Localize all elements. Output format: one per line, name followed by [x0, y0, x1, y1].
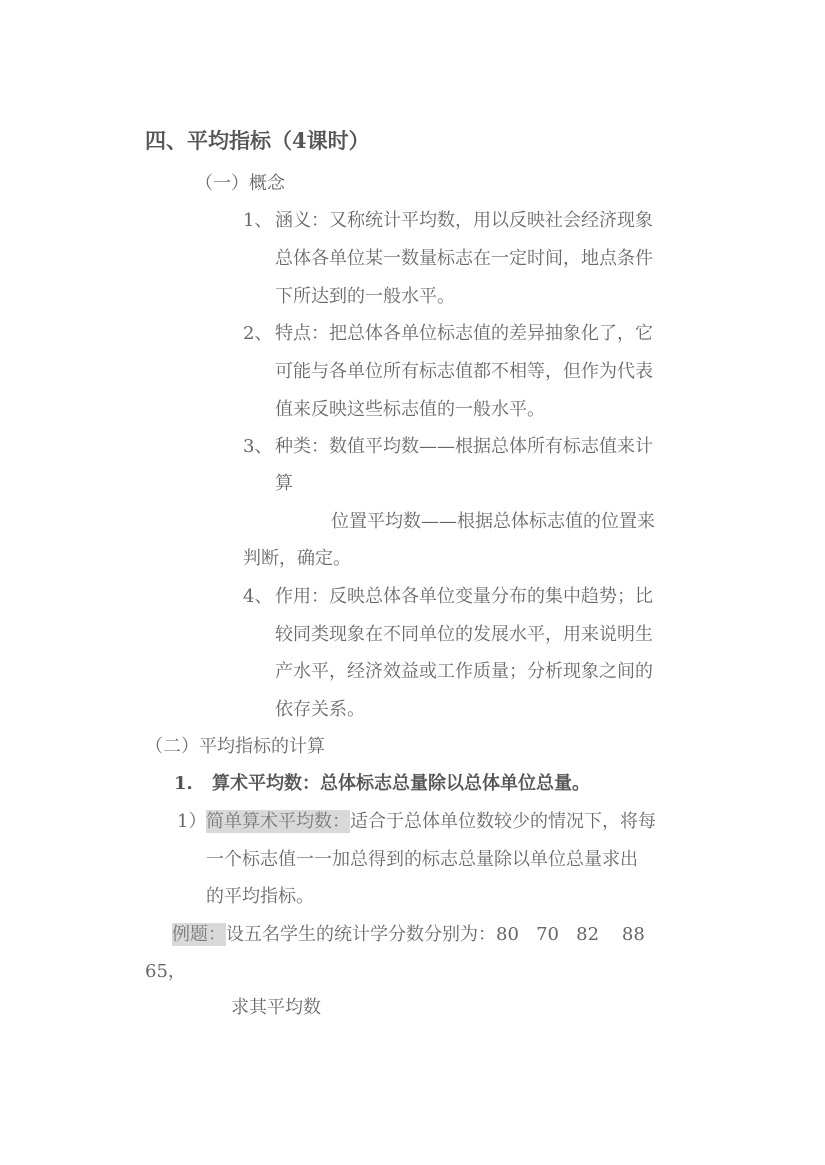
example-continuation: 65， — [145, 961, 186, 982]
sub-item-line: 的平均指标。 — [206, 886, 314, 907]
item-number: 2、 — [243, 323, 273, 344]
subsection-heading-calculation: （二）平均指标的计算 — [145, 736, 325, 757]
item-line: 依存关系。 — [275, 699, 365, 720]
item-line: 作用：反映总体各单位变量分布的集中趋势；比 — [275, 586, 653, 607]
item-line: 判断，确定。 — [243, 548, 351, 569]
item-line: 可能与各单位所有标志值都不相等，但作为代表 — [275, 361, 653, 382]
sub-item-line — [206, 812, 656, 832]
example-question: 求其平均数 — [231, 997, 321, 1018]
arithmetic-mean-definition: 算术平均数：总体标志总量除以总体单位总量。 — [212, 773, 590, 794]
item-number: 3、 — [243, 436, 273, 457]
sub-item-line: 一个标志值一一加总得到的标志总量除以单位总量求出 — [206, 849, 638, 870]
item-line: 涵义：又称统计平均数，用以反映社会经济现象 — [275, 210, 653, 231]
item-line: 值来反映这些标志值的一般水平。 — [275, 399, 545, 420]
sub-item-text: 适合于总体单位数较少的情况下，将每 — [350, 811, 656, 832]
item-line: 位置平均数——根据总体标志值的位置来 — [331, 511, 655, 532]
item-line: 特点：把总体各单位标志值的差异抽象化了，它 — [275, 323, 653, 344]
item-line: 算 — [275, 473, 293, 494]
subsection-heading-concept: （一）概念 — [195, 173, 285, 194]
item-line: 种类：数值平均数——根据总体所有标志值来计 — [275, 436, 653, 457]
example-text: 设五名学生的统计学分数分别为：80 70 82 88 — [226, 924, 645, 945]
highlighted-term: 简单算术平均数： — [206, 811, 350, 832]
item-number: 4、 — [243, 586, 273, 607]
item-line: 总体各单位某一数量标志在一定时间，地点条件 — [275, 248, 653, 269]
example-line — [172, 925, 645, 945]
section-title: 四、平均指标（4课时） — [145, 128, 370, 153]
example-label: 例题： — [172, 924, 226, 945]
item-line: 产水平，经济效益或工作质量；分析现象之间的 — [275, 661, 653, 682]
item-number: 1） — [177, 811, 207, 832]
item-line: 下所达到的一般水平。 — [275, 286, 455, 307]
item-number: 1. — [174, 773, 193, 794]
item-line: 较同类现象在不同单位的发展水平，用来说明生 — [275, 624, 653, 645]
item-number: 1、 — [243, 210, 273, 231]
